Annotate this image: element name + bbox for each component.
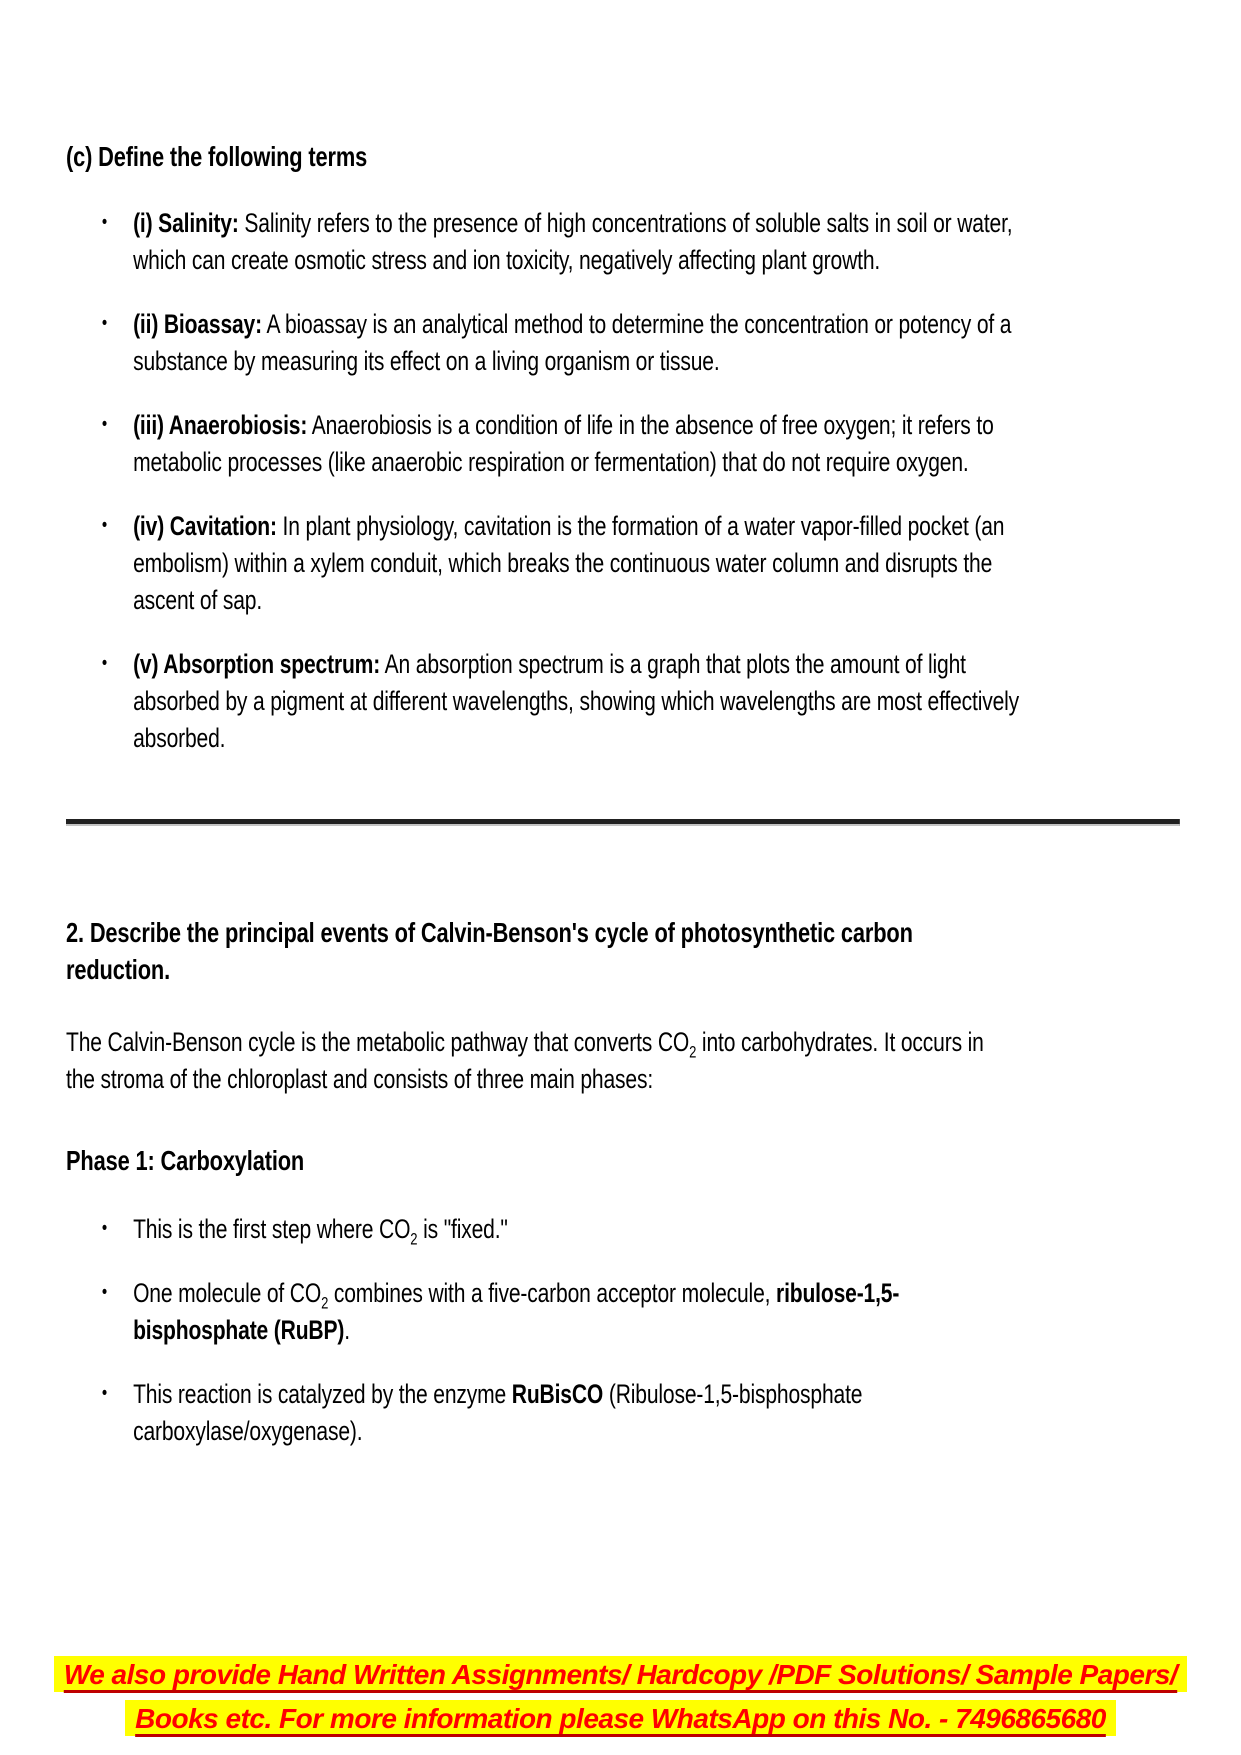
promo-banner xyxy=(0,1653,1241,1741)
section-c-heading: (c) Define the following terms xyxy=(66,141,368,172)
definition-anaerobiosis: (iii) Anaerobiosis: Anaerobiosis is a condition of life in the absence of free oxygen; it refers to metabolic processes (like anaerobic respiration or fermentation) that do not require oxygen. xyxy=(133,410,994,477)
bullet-icon: • xyxy=(101,1382,108,1404)
phase1-bullet-rubp: One molecule of $CO_2$ combines with a five-carbon acceptor molecule, ribulose-1,5-bisphosphate (RuBP). xyxy=(133,1278,900,1345)
definition-absorption-spectrum: (v) Absorption spectrum: An absorption spectrum is a graph that plots the amount of light absorbed by a pigment at different wavelengths, showing which wavelengths are most effectively absorbed. xyxy=(133,649,1020,753)
calvin-benson-intro-paragraph: The Calvin-Benson cycle is the metabolic pathway that converts $CO_2$ into carbohydrates. It occurs in the stroma of the chloroplast and consists of three main phases: xyxy=(66,1027,984,1094)
list-item xyxy=(66,1275,991,1349)
phase-1-heading: Phase 1: Carboxylation xyxy=(66,1145,305,1176)
list-item xyxy=(66,508,1053,619)
question-2-heading: 2. Describe the principal events of Calvin-Benson's cycle of photosynthetic carbon reduction. xyxy=(66,917,913,985)
list-item xyxy=(66,306,1053,380)
promo-banner-text-2: Books etc. For more information please WhatsApp on this No. - 7496865680 xyxy=(125,1700,1116,1736)
bullet-icon: • xyxy=(101,514,108,536)
bullet-icon: • xyxy=(101,1281,108,1303)
list-item xyxy=(66,1376,991,1450)
phase1-bullet-fixed: This is the first step where $CO_2$ is "fixed." xyxy=(133,1214,508,1249)
section-divider xyxy=(66,819,1180,826)
bullet-icon: • xyxy=(101,1217,108,1239)
bullet-icon: • xyxy=(101,312,108,334)
list-item xyxy=(66,1211,1053,1248)
list-item xyxy=(66,407,1053,481)
bullet-icon: • xyxy=(101,652,108,674)
promo-banner-line-2 xyxy=(0,1697,1241,1741)
document-body xyxy=(66,138,1181,1477)
list-item xyxy=(66,205,1053,279)
promo-banner-line-1 xyxy=(0,1653,1241,1697)
phase-1-list xyxy=(66,1211,1181,1450)
definition-bioassay: (ii) Bioassay: A bioassay is an analytical method to determine the concentration or potency of a substance by measuring its effect on a living organism or tissue. xyxy=(133,309,1012,376)
bullet-icon: • xyxy=(101,211,108,233)
list-item xyxy=(66,646,1053,757)
definition-cavitation: (iv) Cavitation: In plant physiology, cavitation is the formation of a water vapor-filled pocket (an embolism) within a xylem conduit, which breaks the continuous water column and disrupts the ascent of sap. xyxy=(133,511,1005,615)
bullet-icon: • xyxy=(101,413,108,435)
definitions-list xyxy=(66,205,1181,757)
definition-salinity: (i) Salinity: Salinity refers to the presence of high concentrations of soluble salts in soil or water, which can create osmotic stress and ion toxicity, negatively affecting plant growth. xyxy=(133,208,1013,275)
promo-banner-text-1: We also provide Hand Written Assignments/ Hardcopy /PDF Solutions/ Sample Papers/ xyxy=(54,1656,1187,1692)
phase1-bullet-rubisco: This reaction is catalyzed by the enzyme RuBisCO (Ribulose-1,5-bisphosphate carboxylase/oxygenase). xyxy=(133,1379,863,1446)
